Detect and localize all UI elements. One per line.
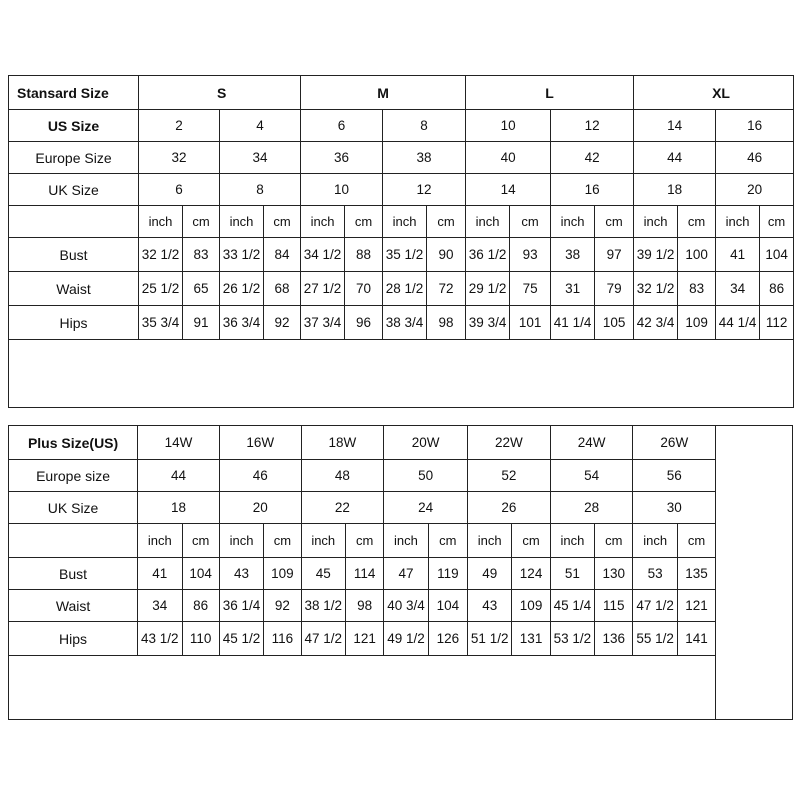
hips-row [9, 306, 794, 340]
waist-inch: 36 1/4 [219, 590, 263, 622]
waist-label: Waist [9, 272, 139, 306]
waist-cm: 79 [595, 272, 634, 306]
hips-inch: 35 3/4 [139, 306, 183, 340]
uk-size-cell: 12 [383, 174, 466, 206]
uk-size-cell: 16 [551, 174, 634, 206]
waist-cm: 109 [512, 590, 550, 622]
hips-inch: 45 1/2 [219, 622, 263, 656]
unit-inch: inch [219, 524, 263, 558]
bust-cm: 83 [183, 238, 220, 272]
us-size-label: US Size [9, 110, 139, 142]
uk-size-cell: 10 [301, 174, 383, 206]
unit-cm: cm [595, 206, 634, 238]
waist-inch: 31 [551, 272, 595, 306]
plus-bust-label: Bust [9, 558, 138, 590]
plus-unit-row-blank [9, 524, 138, 558]
waist-cm: 104 [428, 590, 467, 622]
blank-footer [9, 340, 794, 408]
plus-europe-size-cell: 50 [384, 460, 468, 492]
unit-cm: cm [345, 524, 383, 558]
hips-cm: 136 [595, 622, 633, 656]
size-group-l: L [466, 76, 634, 110]
uk-size-cell: 8 [220, 174, 301, 206]
hips-cm: 141 [677, 622, 715, 656]
hips-cm: 126 [428, 622, 467, 656]
plus-size-header: Plus Size(US) [9, 426, 138, 460]
hips-inch: 49 1/2 [384, 622, 428, 656]
standard-size-header: Stansard Size [9, 76, 139, 110]
plus-us-size-row [9, 426, 793, 460]
unit-cm: cm [427, 206, 466, 238]
plus-uk-size-cell: 26 [468, 492, 551, 524]
waist-cm: 83 [678, 272, 716, 306]
bust-cm: 135 [677, 558, 715, 590]
unit-cm: cm [512, 524, 550, 558]
bust-cm: 104 [182, 558, 219, 590]
waist-cm: 98 [345, 590, 383, 622]
plus-waist-label: Waist [9, 590, 138, 622]
unit-inch: inch [383, 206, 427, 238]
unit-cm: cm [264, 524, 301, 558]
plus-blank-footer [9, 656, 716, 720]
europe-size-cell: 38 [383, 142, 466, 174]
standard-size-chart [8, 75, 794, 408]
hips-cm: 116 [264, 622, 301, 656]
plus-bust-row [9, 558, 793, 590]
hips-inch: 43 1/2 [138, 622, 182, 656]
plus-us-size-cell: 20W [384, 426, 468, 460]
waist-row [9, 272, 794, 306]
bust-inch: 43 [219, 558, 263, 590]
unit-row-blank [9, 206, 139, 238]
unit-inch: inch [384, 524, 428, 558]
uk-size-row [9, 174, 794, 206]
unit-inch: inch [634, 206, 678, 238]
unit-inch: inch [138, 524, 182, 558]
plus-unit-row [9, 524, 793, 558]
unit-inch: inch [468, 524, 512, 558]
waist-inch: 25 1/2 [139, 272, 183, 306]
us-size-cell: 12 [551, 110, 634, 142]
bust-label: Bust [9, 238, 139, 272]
bust-cm: 109 [264, 558, 301, 590]
waist-cm: 115 [595, 590, 633, 622]
plus-uk-size-label: UK Size [9, 492, 138, 524]
plus-us-size-cell: 24W [550, 426, 633, 460]
hips-cm: 96 [345, 306, 383, 340]
bust-inch: 53 [633, 558, 677, 590]
plus-size-chart [8, 425, 793, 720]
uk-size-cell: 6 [139, 174, 220, 206]
bust-inch: 51 [550, 558, 594, 590]
bust-inch: 39 1/2 [634, 238, 678, 272]
blank-footer-row [9, 340, 794, 408]
europe-size-cell: 32 [139, 142, 220, 174]
unit-cm: cm [510, 206, 551, 238]
hips-inch: 41 1/4 [551, 306, 595, 340]
plus-us-size-cell: 22W [468, 426, 551, 460]
plus-uk-size-cell: 24 [384, 492, 468, 524]
hips-cm: 105 [595, 306, 634, 340]
hips-inch: 38 3/4 [383, 306, 427, 340]
hips-inch: 44 1/4 [716, 306, 760, 340]
bust-cm: 124 [512, 558, 550, 590]
waist-inch: 32 1/2 [634, 272, 678, 306]
hips-label: Hips [9, 306, 139, 340]
plus-europe-size-cell: 52 [468, 460, 551, 492]
europe-size-cell: 44 [634, 142, 716, 174]
hips-inch: 39 3/4 [466, 306, 510, 340]
europe-size-cell: 46 [716, 142, 794, 174]
waist-inch: 28 1/2 [383, 272, 427, 306]
us-size-cell: 4 [220, 110, 301, 142]
hips-cm: 91 [183, 306, 220, 340]
hips-inch: 51 1/2 [468, 622, 512, 656]
unit-inch: inch [301, 524, 345, 558]
europe-size-label: Europe Size [9, 142, 139, 174]
unit-row [9, 206, 794, 238]
bust-inch: 45 [301, 558, 345, 590]
plus-uk-size-cell: 22 [301, 492, 384, 524]
plus-us-size-cell: 18W [301, 426, 384, 460]
plus-us-size-cell: 14W [138, 426, 220, 460]
unit-cm: cm [182, 524, 219, 558]
bust-cm: 114 [345, 558, 383, 590]
size-group-s: S [139, 76, 301, 110]
unit-inch: inch [633, 524, 677, 558]
europe-size-cell: 42 [551, 142, 634, 174]
uk-size-cell: 18 [634, 174, 716, 206]
unit-cm: cm [760, 206, 794, 238]
hips-inch: 37 3/4 [301, 306, 345, 340]
waist-inch: 29 1/2 [466, 272, 510, 306]
size-group-row [9, 76, 794, 110]
hips-inch: 53 1/2 [550, 622, 594, 656]
plus-europe-size-row [9, 460, 793, 492]
us-size-cell: 8 [383, 110, 466, 142]
plus-europe-size-cell: 44 [138, 460, 220, 492]
plus-uk-size-cell: 20 [219, 492, 301, 524]
bust-inch: 41 [716, 238, 760, 272]
unit-inch: inch [139, 206, 183, 238]
bust-cm: 93 [510, 238, 551, 272]
plus-side-blank [716, 426, 793, 720]
bust-inch: 47 [384, 558, 428, 590]
bust-cm: 90 [427, 238, 466, 272]
us-size-cell: 16 [716, 110, 794, 142]
bust-inch: 49 [468, 558, 512, 590]
hips-cm: 131 [512, 622, 550, 656]
waist-inch: 45 1/4 [550, 590, 594, 622]
waist-inch: 40 3/4 [384, 590, 428, 622]
plus-uk-size-cell: 30 [633, 492, 716, 524]
unit-inch: inch [466, 206, 510, 238]
hips-inch: 47 1/2 [301, 622, 345, 656]
europe-size-cell: 40 [466, 142, 551, 174]
waist-cm: 70 [345, 272, 383, 306]
hips-cm: 109 [678, 306, 716, 340]
plus-europe-size-cell: 48 [301, 460, 384, 492]
waist-inch: 47 1/2 [633, 590, 677, 622]
plus-europe-size-label: Europe size [9, 460, 138, 492]
bust-cm: 130 [595, 558, 633, 590]
us-size-cell: 14 [634, 110, 716, 142]
hips-inch: 42 3/4 [634, 306, 678, 340]
waist-cm: 86 [182, 590, 219, 622]
bust-inch: 32 1/2 [139, 238, 183, 272]
bust-cm: 104 [760, 238, 794, 272]
plus-uk-size-cell: 18 [138, 492, 220, 524]
unit-cm: cm [345, 206, 383, 238]
plus-uk-size-row [9, 492, 793, 524]
europe-size-cell: 34 [220, 142, 301, 174]
waist-cm: 72 [427, 272, 466, 306]
bust-cm: 88 [345, 238, 383, 272]
unit-inch: inch [550, 524, 594, 558]
bust-cm: 119 [428, 558, 467, 590]
hips-inch: 36 3/4 [220, 306, 264, 340]
unit-inch: inch [220, 206, 264, 238]
us-size-cell: 6 [301, 110, 383, 142]
unit-cm: cm [183, 206, 220, 238]
us-size-cell: 10 [466, 110, 551, 142]
plus-us-size-cell: 26W [633, 426, 716, 460]
hips-cm: 112 [760, 306, 794, 340]
plus-hips-label: Hips [9, 622, 138, 656]
uk-size-cell: 14 [466, 174, 551, 206]
waist-cm: 75 [510, 272, 551, 306]
plus-us-size-cell: 16W [219, 426, 301, 460]
us-size-row [9, 110, 794, 142]
bust-cm: 84 [264, 238, 301, 272]
unit-cm: cm [678, 206, 716, 238]
plus-hips-row [9, 622, 793, 656]
plus-waist-row [9, 590, 793, 622]
waist-cm: 65 [183, 272, 220, 306]
waist-cm: 92 [264, 590, 301, 622]
size-group-xl: XL [634, 76, 794, 110]
unit-cm: cm [595, 524, 633, 558]
europe-size-row [9, 142, 794, 174]
waist-inch: 38 1/2 [301, 590, 345, 622]
bust-inch: 38 [551, 238, 595, 272]
bust-inch: 33 1/2 [220, 238, 264, 272]
waist-inch: 34 [138, 590, 182, 622]
bust-inch: 41 [138, 558, 182, 590]
bust-inch: 36 1/2 [466, 238, 510, 272]
plus-europe-size-cell: 56 [633, 460, 716, 492]
unit-inch: inch [551, 206, 595, 238]
plus-europe-size-cell: 46 [219, 460, 301, 492]
europe-size-cell: 36 [301, 142, 383, 174]
hips-inch: 55 1/2 [633, 622, 677, 656]
bust-cm: 97 [595, 238, 634, 272]
bust-inch: 34 1/2 [301, 238, 345, 272]
waist-inch: 43 [468, 590, 512, 622]
size-group-m: M [301, 76, 466, 110]
plus-uk-size-cell: 28 [550, 492, 633, 524]
waist-cm: 68 [264, 272, 301, 306]
waist-inch: 34 [716, 272, 760, 306]
hips-cm: 121 [345, 622, 383, 656]
unit-cm: cm [677, 524, 715, 558]
waist-cm: 121 [677, 590, 715, 622]
hips-cm: 110 [182, 622, 219, 656]
unit-cm: cm [264, 206, 301, 238]
unit-inch: inch [716, 206, 760, 238]
waist-cm: 86 [760, 272, 794, 306]
hips-cm: 101 [510, 306, 551, 340]
waist-inch: 26 1/2 [220, 272, 264, 306]
us-size-cell: 2 [139, 110, 220, 142]
uk-size-label: UK Size [9, 174, 139, 206]
waist-inch: 27 1/2 [301, 272, 345, 306]
bust-inch: 35 1/2 [383, 238, 427, 272]
plus-blank-footer-row [9, 656, 793, 720]
bust-row [9, 238, 794, 272]
plus-europe-size-cell: 54 [550, 460, 633, 492]
unit-cm: cm [428, 524, 467, 558]
bust-cm: 100 [678, 238, 716, 272]
hips-cm: 92 [264, 306, 301, 340]
uk-size-cell: 20 [716, 174, 794, 206]
unit-inch: inch [301, 206, 345, 238]
hips-cm: 98 [427, 306, 466, 340]
